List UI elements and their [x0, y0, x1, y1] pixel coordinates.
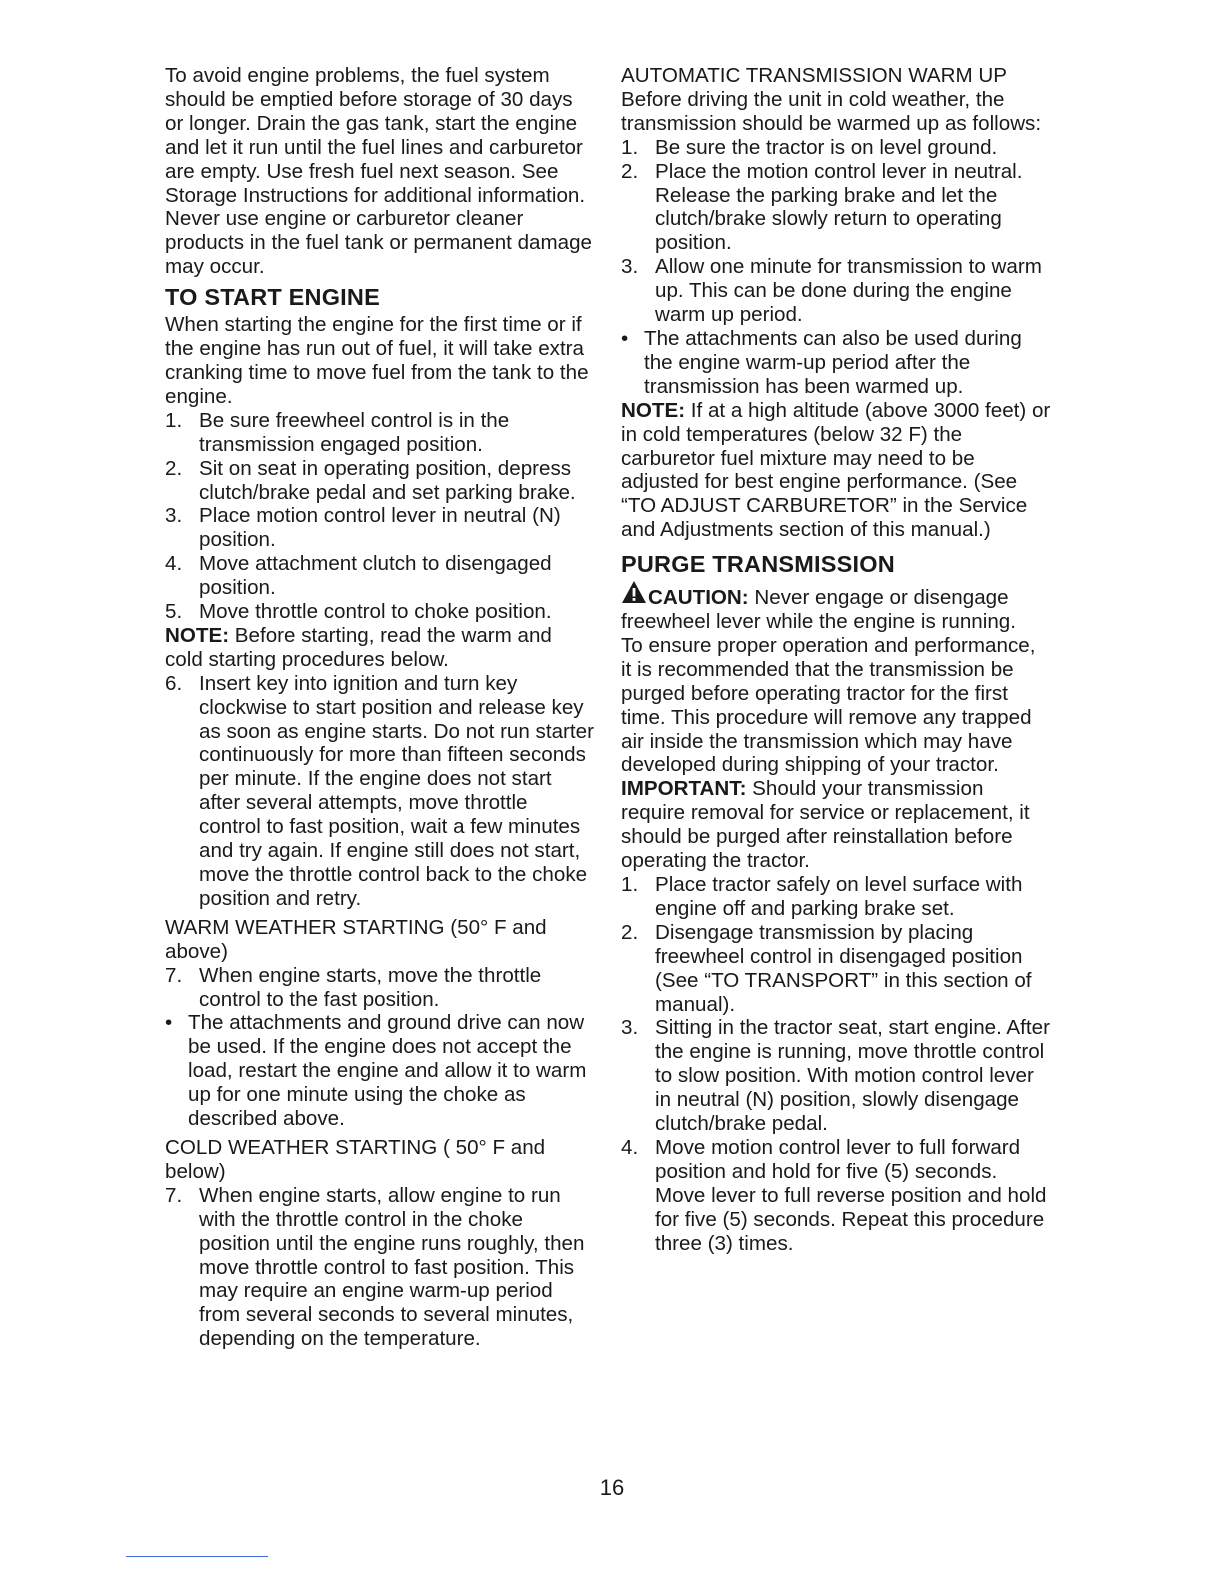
step-text: Be sure freewheel control is in the transmission engaged position.	[199, 408, 510, 456]
list-item	[621, 873, 1051, 921]
auto-intro-paragraph: Before driving the unit in cold weather, the transmission should be warmed up as follows:	[621, 87, 1042, 135]
caution-paragraph	[621, 580, 1051, 634]
note-label: NOTE:	[621, 398, 686, 422]
step-text: Sit on seat in operating position, depress clutch/brake pedal and set parking brake.	[199, 456, 576, 504]
step-number: 4.	[165, 552, 183, 576]
purge-transmission-heading: PURGE TRANSMISSION	[621, 551, 895, 578]
step-number: 3.	[621, 255, 639, 279]
list-item	[165, 409, 595, 457]
start-intro-paragraph: When starting the engine for the first time or if the engine has run out of fuel, it will take extra cranking time to move fuel from the tank to the engine.	[165, 313, 589, 408]
cleaner-warning-paragraph: Never use engine or carburetor cleaner products in the fuel tank or permanent damage may occur.	[165, 207, 593, 279]
page-number: 16	[599, 1475, 625, 1500]
important-paragraph	[621, 777, 1051, 873]
list-item	[165, 504, 595, 552]
bullet-mark: •	[621, 326, 629, 350]
step-text: Place motion control lever in neutral (N) position.	[199, 504, 561, 552]
warmup-steps-list	[621, 136, 1051, 327]
list-item	[165, 457, 595, 505]
step-number: 5.	[165, 600, 183, 624]
list-item	[165, 672, 595, 911]
step-text: Sitting in the tractor seat, start engine. After the engine is running, move throttle control to slow position. With motion control lever in neutral (N) position, slowly disengage clutch/brake pedal.	[655, 1016, 1050, 1136]
step-text: Move motion control lever to full forward position and hold for five (5) seconds. Move lever to full reverse position and hold for five (5) seconds. Repeat this procedure three (3) times.	[655, 1135, 1047, 1255]
step-text: Move attachment clutch to disengaged position.	[199, 552, 552, 600]
important-text: Should your transmission require removal for service or replacement, it should be purged after reinstallation before operating the tractor.	[621, 777, 1030, 873]
step-text: Move throttle control to choke position.	[199, 600, 552, 624]
start-note	[165, 624, 595, 672]
list-item	[621, 1136, 1051, 1256]
list-item	[621, 160, 1051, 256]
note-label: NOTE:	[165, 623, 230, 647]
purge-intro-paragraph: To ensure proper operation and performance, it is recommended that the transmission be purged before operating tractor for the first time. This procedure will remove any trapped air inside the transmission which may have developed during shipping of your tractor.	[621, 633, 1036, 777]
caution-text: Never engage or disengage freewheel lever while the engine is running.	[621, 586, 1016, 634]
step-number: 7.	[165, 963, 183, 987]
step-number: 6.	[165, 671, 183, 695]
step-text: Place the motion control lever in neutral. Release the parking brake and let the clutch/brake slowly return to operating position.	[655, 159, 1023, 255]
right-column	[621, 64, 1051, 1256]
list-item	[621, 1016, 1051, 1136]
step-text: Disengage transmission by placing freewheel control in disengaged position (See “TO TRANSPORT” in this section of manual).	[655, 920, 1032, 1016]
purge-steps-list	[621, 873, 1051, 1256]
storage-paragraph: To avoid engine problems, the fuel system should be emptied before storage of 30 days or longer. Drain the gas tank, start the engine and let it run until the fuel lines and carburetor are empty. Use fresh fuel next season. See Storage Instructions for additional information.	[165, 64, 586, 207]
list-item	[165, 552, 595, 600]
caution-label: CAUTION:	[648, 586, 749, 610]
step-number: 1.	[621, 135, 639, 159]
left-column	[165, 64, 595, 1351]
list-item	[165, 964, 595, 1012]
list-item	[621, 136, 1051, 160]
automatic-transmission-heading: AUTOMATIC TRANSMISSION WARM UP	[621, 64, 1007, 87]
altitude-note	[621, 399, 1051, 542]
step-text: Insert key into ignition and turn key clockwise to start position and release key as soon as engine starts. Do not run starter continuously for more than fifteen seconds per minute. If the engine does not start after several attempts, move throttle control to fast position, wait a few minutes and try again. If engine still does not start, move the throttle control back to the choke position and retry.	[199, 671, 594, 910]
start-steps-list	[165, 409, 595, 624]
step-number: 1.	[621, 873, 639, 896]
step-text: Allow one minute for transmission to warm up. This can be done during the engine warm up period.	[655, 255, 1042, 327]
to-start-engine-heading: TO START ENGINE	[165, 284, 380, 311]
note-text: If at a high altitude (above 3000 feet) or in cold temperatures (below 32 F) the carburetor fuel mixture may need to be adjusted for best engine performance. (See “TO ADJUST CARBURETOR” in the Service and Adjustments section of this manual.)	[621, 398, 1051, 542]
list-item	[621, 327, 1051, 399]
step-number: 3.	[165, 504, 183, 528]
list-item	[165, 1184, 595, 1351]
step-number: 3.	[621, 1016, 639, 1040]
bullet-text: The attachments can also be used during the engine warm-up period after the transmission has been warmed up.	[644, 326, 1022, 398]
warm-weather-heading: WARM WEATHER STARTING (50° F and above)	[165, 915, 547, 963]
step-number: 7.	[165, 1183, 183, 1207]
step-text: Place tractor safely on level surface with engine off and parking brake set.	[655, 873, 1023, 920]
list-item	[621, 921, 1051, 1017]
footer-rule	[126, 1556, 268, 1557]
step-number: 4.	[621, 1135, 639, 1159]
step-text: Be sure the tractor is on level ground.	[655, 135, 998, 159]
list-item	[165, 600, 595, 624]
important-label: IMPORTANT:	[621, 777, 747, 801]
bullet-mark: •	[165, 1011, 173, 1035]
step-text: When engine starts, allow engine to run with the throttle control in the choke position until the engine runs roughly, then move throttle control to fast position. This may require an engine warm-up period from several seconds to several minutes, depending on the temperature.	[199, 1183, 585, 1351]
list-item	[165, 1011, 595, 1131]
list-item	[621, 255, 1051, 327]
cold-weather-heading: COLD WEATHER STARTING ( 50° F and below)	[165, 1135, 546, 1183]
step-number: 2.	[621, 920, 639, 944]
warning-triangle-icon	[621, 580, 647, 604]
bullet-text: The attachments and ground drive can now be used. If the engine does not accept the load, restart the engine and allow it to warm up for one minute using the choke as described above.	[188, 1011, 587, 1131]
step-number: 2.	[165, 456, 183, 480]
step-number: 2.	[621, 159, 639, 183]
note-text: Before starting, read the warm and cold starting procedures below.	[165, 623, 552, 671]
step-number: 1.	[165, 408, 183, 432]
step-text: When engine starts, move the throttle control to the fast position.	[199, 963, 542, 1011]
